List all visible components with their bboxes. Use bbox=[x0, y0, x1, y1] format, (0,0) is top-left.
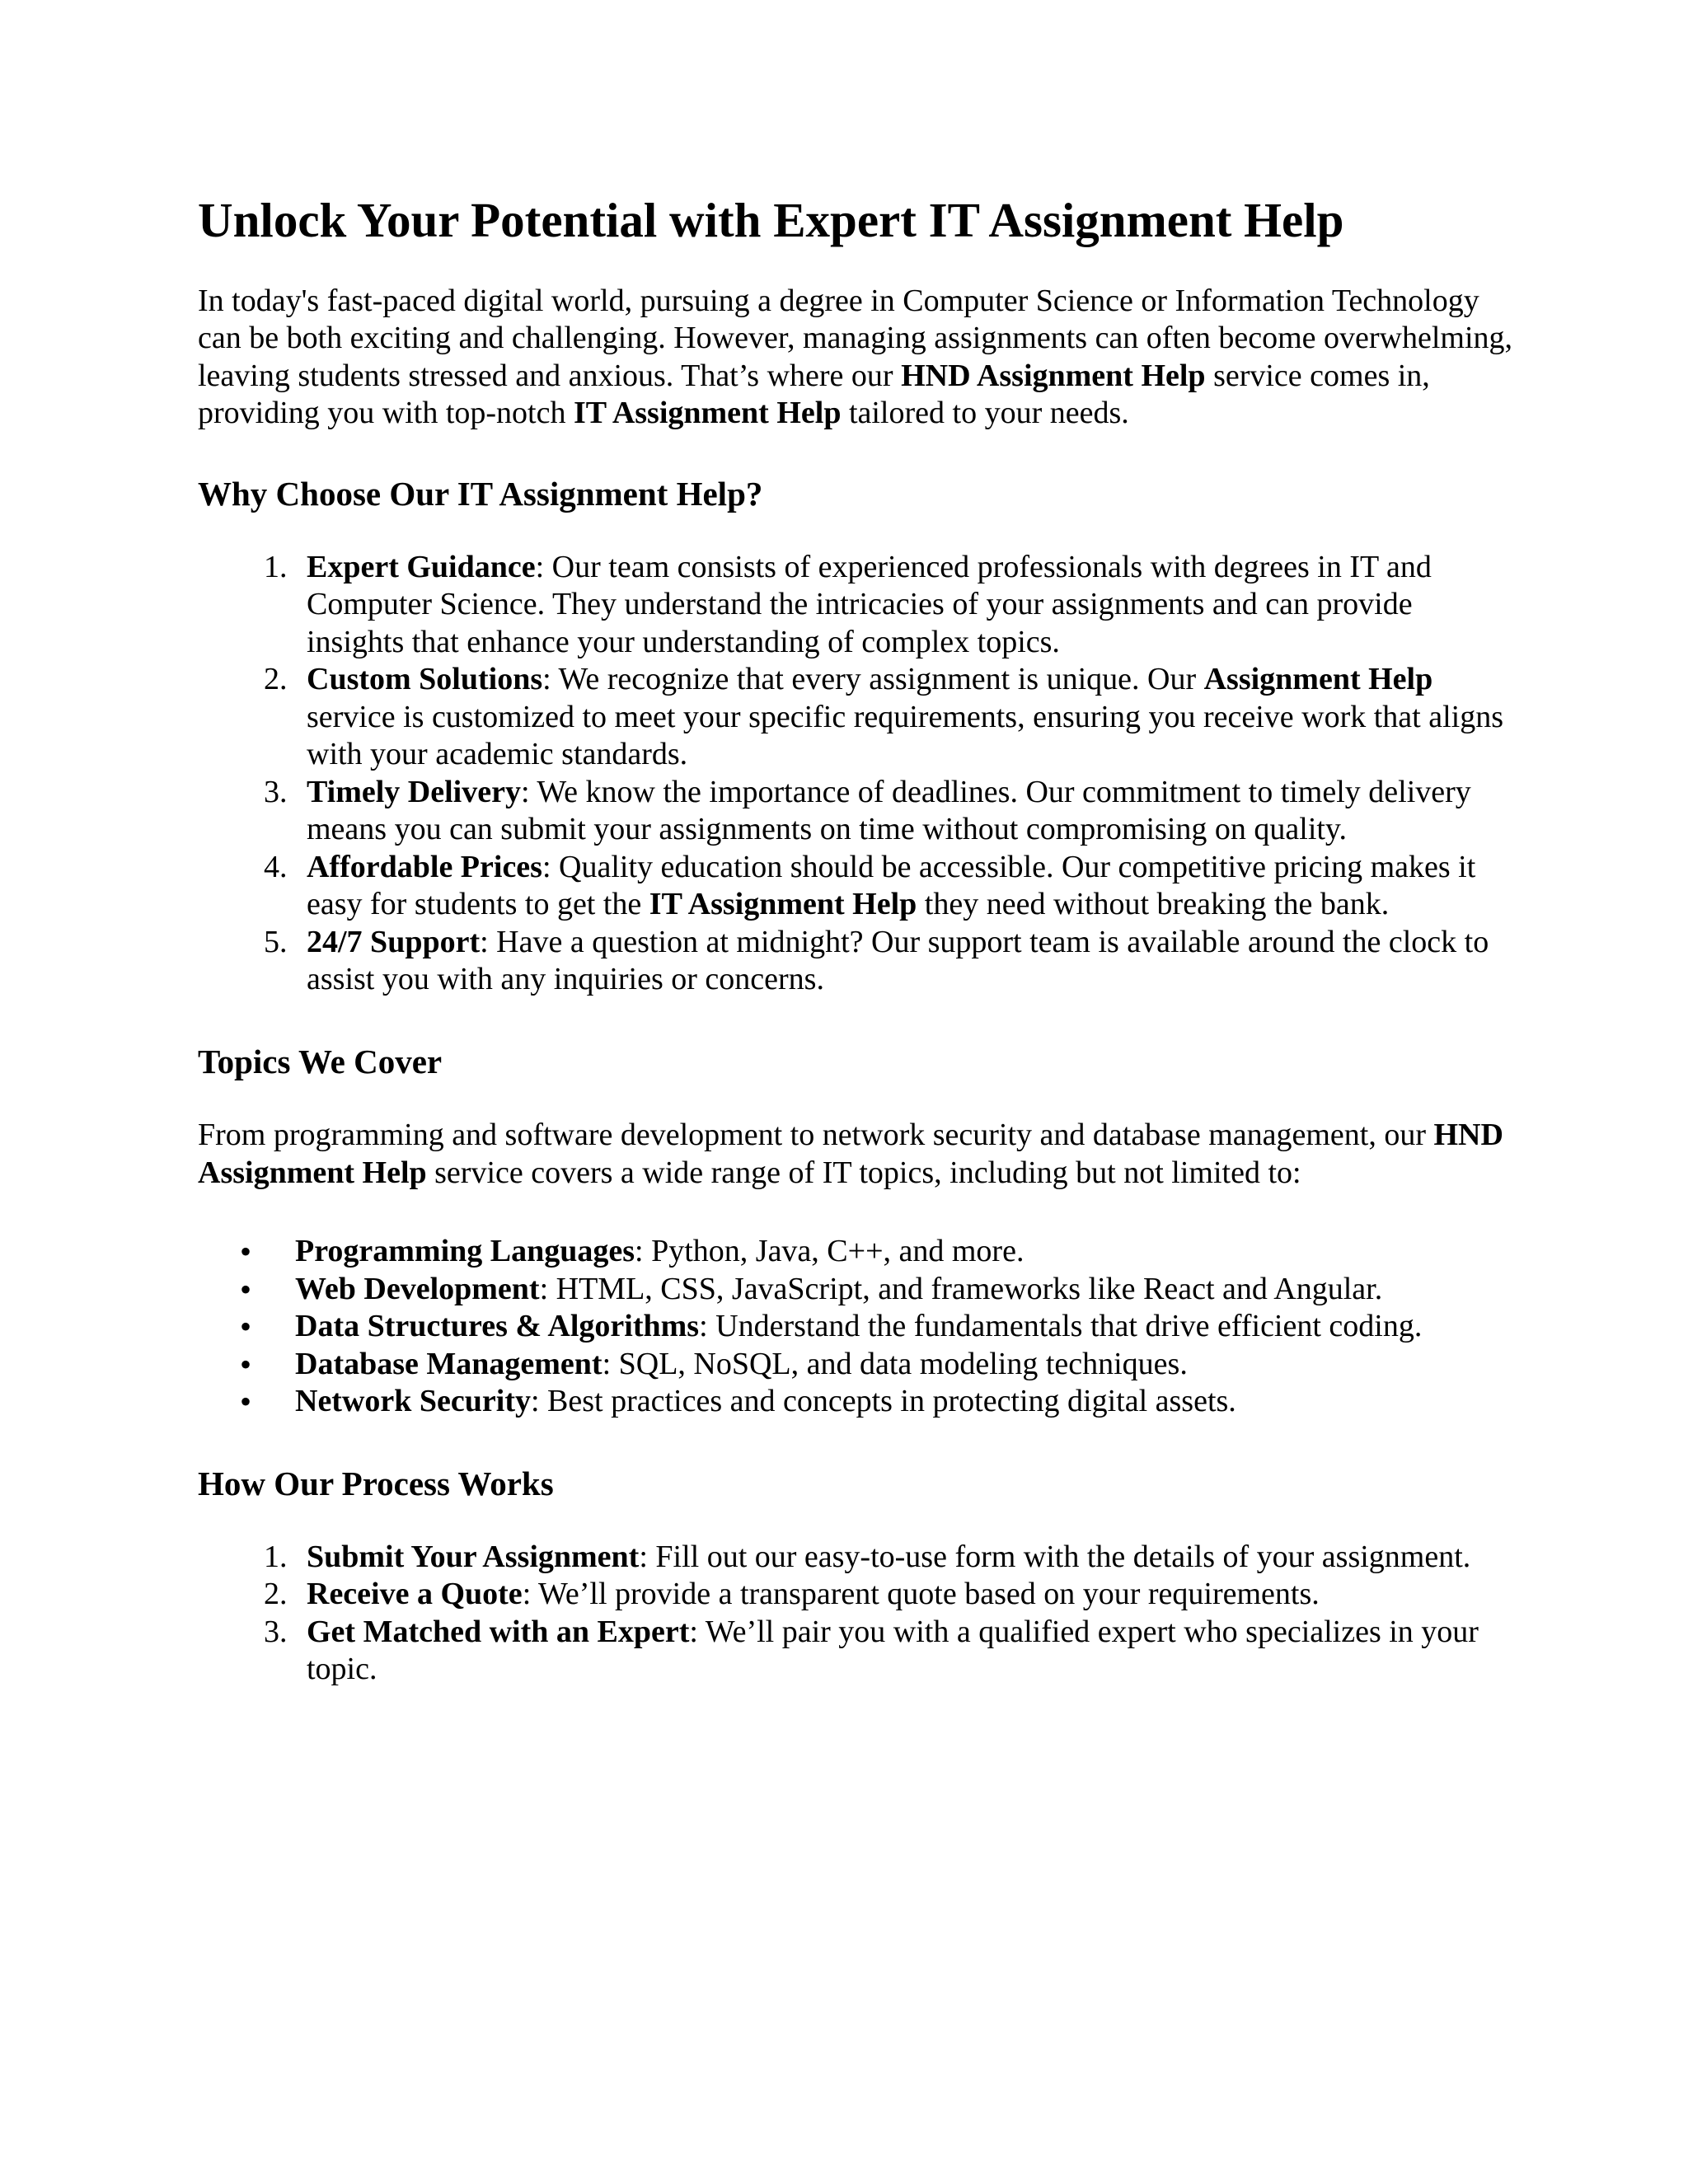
list-item: • Programming Languages: Python, Java, C++, and more. bbox=[295, 1233, 1517, 1271]
list-item: • Network Security: Best practices and concepts in protecting digital assets. bbox=[295, 1383, 1517, 1421]
process-list bbox=[198, 1539, 1517, 1689]
list-item: 1. Submit Your Assignment: Fill out our easy-to-use form with the details of your assignment. bbox=[295, 1539, 1517, 1577]
list-item: 2. Custom Solutions: We recognize that every assignment is unique. Our Assignment Help service is customized to meet your specific requirements, ensuring you receive work that aligns with your academic standards. bbox=[295, 661, 1517, 774]
list-item: 3. Timely Delivery: We know the importance of deadlines. Our commitment to timely delivery means you can submit your assignments on time without compromising on quality. bbox=[295, 774, 1517, 849]
topics-list bbox=[198, 1233, 1517, 1421]
why-heading: Why Choose Our IT Assignment Help? bbox=[198, 474, 763, 513]
list-item: 5. 24/7 Support: Have a question at midnight? Our support team is available around the clock to assist you with any inquiries or concerns. bbox=[295, 924, 1517, 999]
list-item: • Database Management: SQL, NoSQL, and data modeling techniques. bbox=[295, 1346, 1517, 1384]
topics-paragraph: From programming and software development to network security and database management, our HND Assignment Help service covers a wide range of IT topics, including but not limited to: bbox=[198, 1118, 1503, 1190]
document-page bbox=[198, 191, 1517, 1732]
topics-heading: Topics We Cover bbox=[198, 1042, 443, 1080]
why-list bbox=[198, 549, 1517, 999]
list-item: • Data Structures & Algorithms: Understand the fundamentals that drive efficient coding. bbox=[295, 1308, 1517, 1346]
list-item: • Web Development: HTML, CSS, JavaScript, and frameworks like React and Angular. bbox=[295, 1271, 1517, 1309]
list-item: 4. Affordable Prices: Quality education should be accessible. Our competitive pricing makes it easy for students to get the IT Assignment Help they need without breaking the bank. bbox=[295, 849, 1517, 924]
list-item: 2. Receive a Quote: We’ll provide a transparent quote based on your requirements. bbox=[295, 1576, 1517, 1614]
page-title: Unlock Your Potential with Expert IT Assignment Help bbox=[198, 193, 1344, 247]
list-item: 1. Expert Guidance: Our team consists of experienced professionals with degrees in IT and Computer Science. They understand the intricacies of your assignments and can provide insights that enhance your understanding of complex topics. bbox=[295, 549, 1517, 662]
process-heading: How Our Process Works bbox=[198, 1464, 554, 1502]
list-item: 3. Get Matched with an Expert: We’ll pair you with a qualified expert who specializes in your topic. bbox=[295, 1614, 1517, 1689]
intro-paragraph: In today's fast-paced digital world, pursuing a degree in Computer Science or Information Technology can be both exciting and challenging. However, managing assignments can often become overwhelming, leaving students stressed and anxious. That’s where our HND Assignment Help service comes in, providing you with top-notch IT Assignment Help tailored to your needs. bbox=[198, 283, 1513, 431]
